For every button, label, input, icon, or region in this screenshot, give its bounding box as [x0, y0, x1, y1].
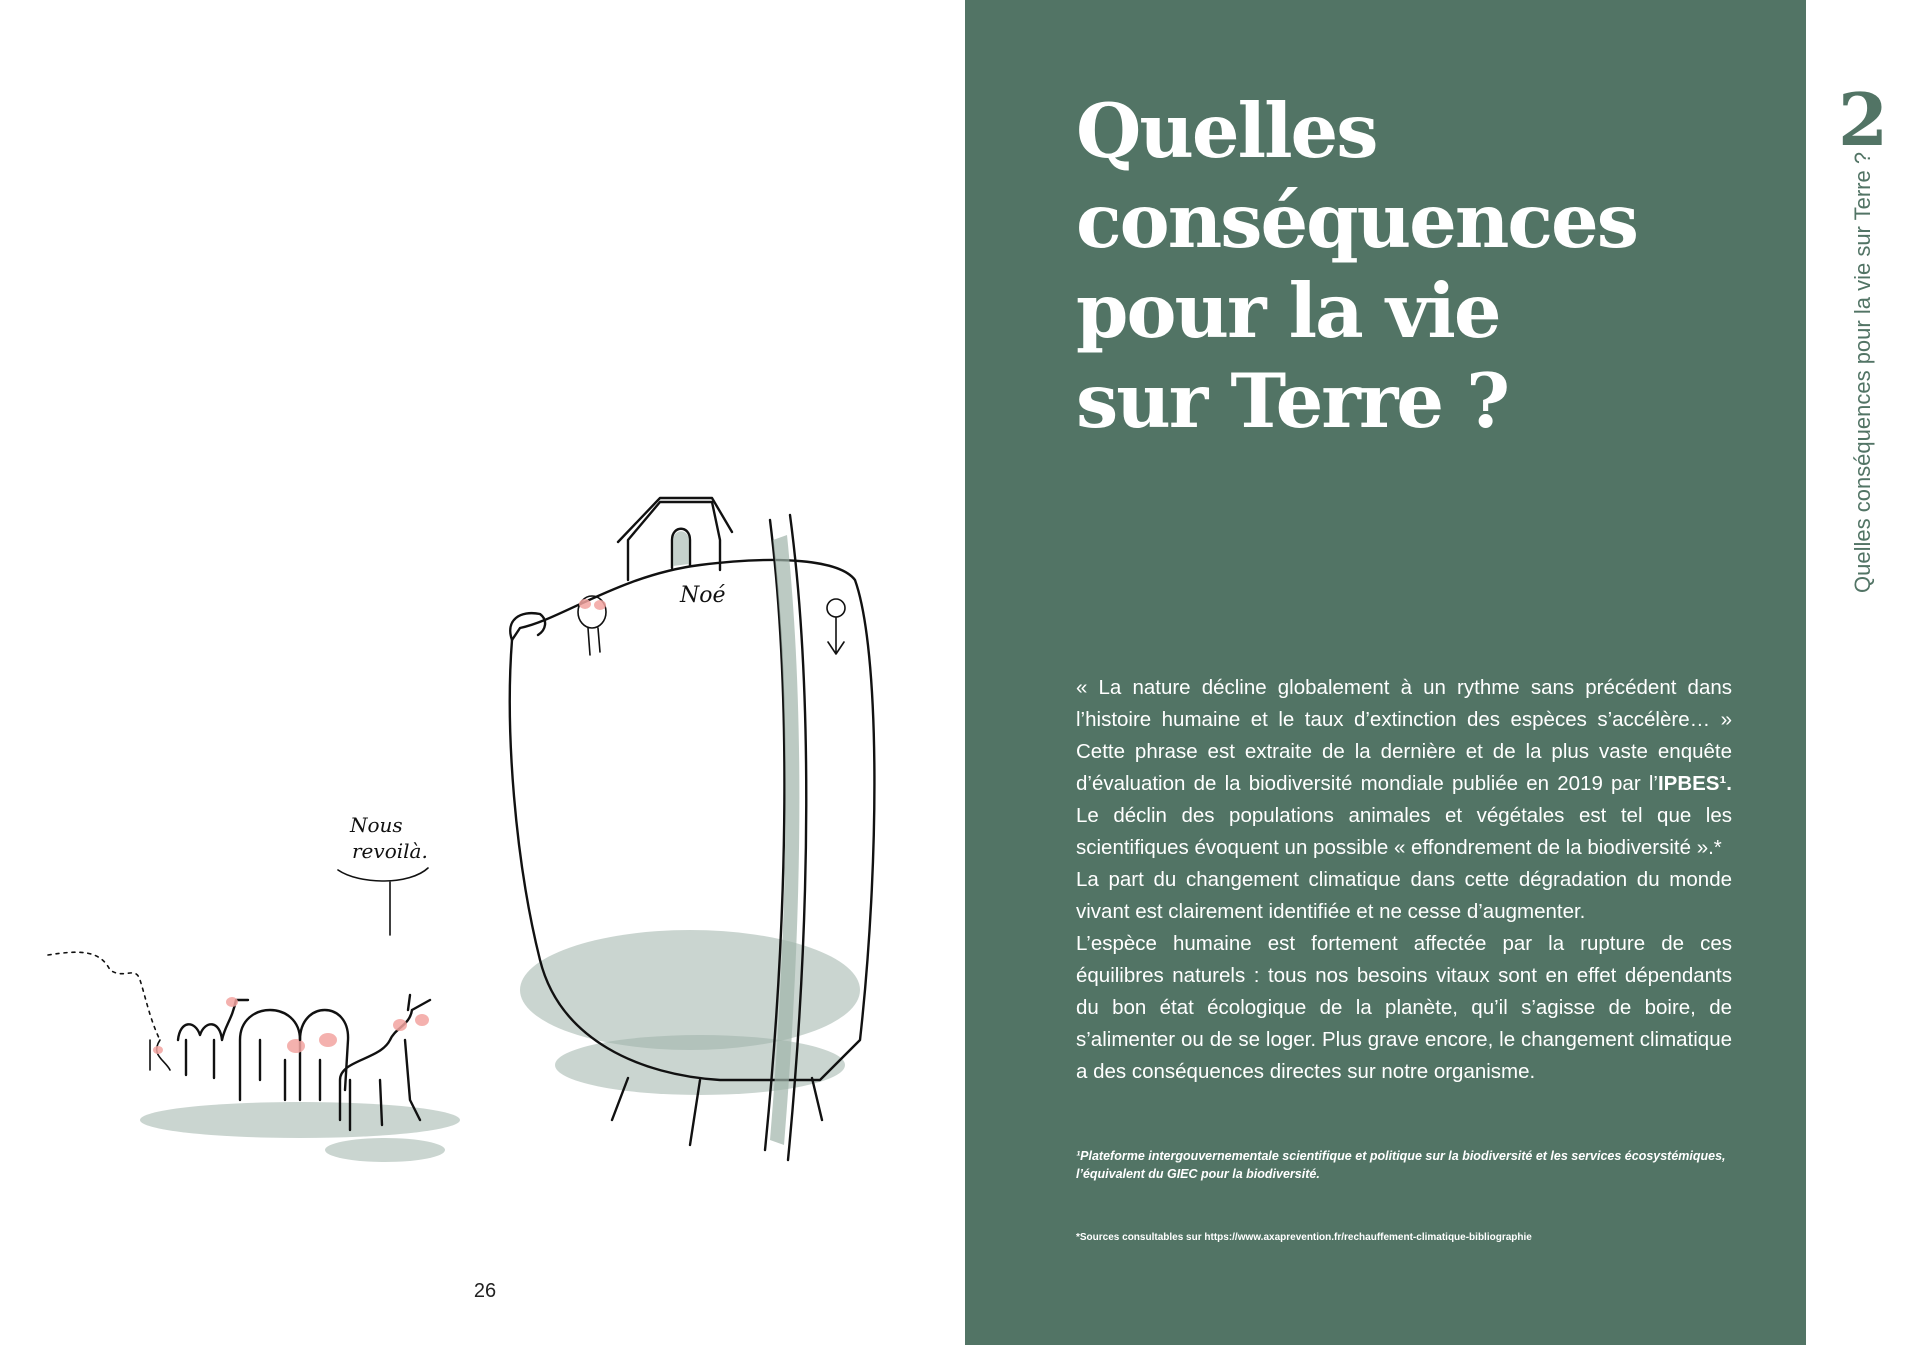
speech-bubble-text-1: Nous — [350, 813, 403, 837]
chapter-title — [1076, 86, 1696, 446]
chapter-number: 2 — [1837, 77, 1889, 162]
chapter-title-line-4: sur Terre ? — [1076, 357, 1509, 445]
body-paragraph-1 — [1076, 672, 1732, 864]
camel — [178, 1000, 248, 1078]
ark-label: Noé — [680, 583, 726, 608]
ipbes-term: IPBES¹. — [1657, 772, 1732, 795]
sources-note: *Sources consultables sur https://www.axaprevention.fr/rechauffement-climatique-bibliographie — [1076, 1232, 1532, 1243]
ark-shadow-wash — [520, 930, 860, 1050]
page-number: 26 — [473, 1280, 497, 1302]
animals-ground-wash-2 — [325, 1138, 445, 1162]
body-text — [1076, 672, 1732, 1088]
ark-symbol — [827, 599, 845, 617]
noah-ark-illustration — [0, 480, 965, 1200]
monkey-tail — [48, 952, 160, 1040]
body-paragraph-2: La part du changement climatique dans cette dégradation du monde vivant est clairement identifiée et ne cesse d’augmenter. — [1076, 868, 1732, 923]
speech-bubble-text-2: revoilà. — [352, 839, 428, 863]
speech-bubble-line — [338, 868, 428, 935]
footnote: ¹Plateforme intergouvernementale scientifique et politique sur la biodiversité et les services écosystémiques, l’équivalent du GIEC pour la biodiversité. — [1076, 1149, 1726, 1181]
elephant-1 — [240, 1010, 300, 1100]
chapter-title-line-2: conséquences — [1076, 177, 1637, 265]
animals-ground-wash — [140, 1102, 460, 1138]
body-paragraph-3: L’espèce humaine est fortement affectée par la rupture de ces équilibres naturels : tous nos besoins vitaux sont en effet dépendants du bon état écologique de la planète, qu’il s’agisse de boire, de s’alimenter ou de se loger. Plus grave encore, le changement climatique a des conséquences directes sur notre organisme. — [1076, 932, 1732, 1083]
running-title-text: Quelles conséquences pour la vie sur Terre ? — [1850, 151, 1875, 593]
body-paragraph-1-rest: Le déclin des populations animales et végétales est tel que les scientifiques évoquent un possible « effondrement de la biodiversité ».* — [1076, 804, 1732, 859]
chapter-title-line-1: Quelles — [1076, 87, 1377, 175]
ark-leg-right — [812, 1078, 822, 1120]
body-paragraph-1-text: « La nature décline globalement à un rythme sans précédent dans l’histoire humaine et le taux d’extinction des espèces s’accélère… » Cette phrase est extraite de la dernière et de la plus vaste enquête d’évaluation de la biodiversité mondiale publiée en 2019 par l’ — [1076, 676, 1732, 795]
chapter-title-line-3: pour la vie — [1076, 267, 1500, 355]
